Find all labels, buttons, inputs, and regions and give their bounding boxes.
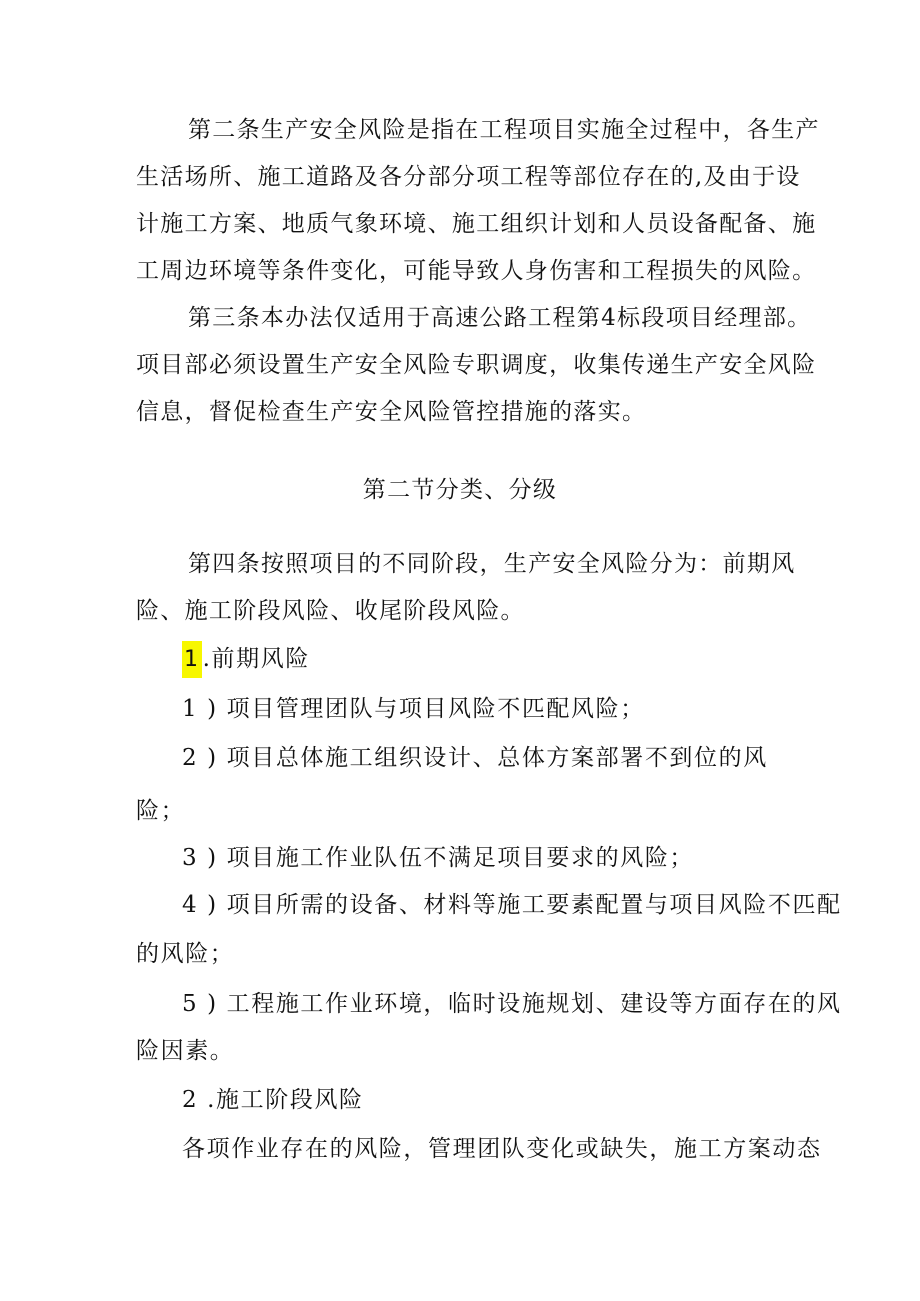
sub-item-2-line-2: 险； <box>136 798 186 824</box>
section-heading: 第二节分类、分级 <box>362 477 558 503</box>
article-4-line-1: 第四条按照项目的不同阶段，生产安全风险分为：前期风 <box>188 551 796 577</box>
item-2-heading: 2 .施工阶段风险 <box>182 1087 364 1113</box>
article-4-line-2: 险、施工阶段风险、收尾阶段风险。 <box>136 598 525 624</box>
article-2-line-3: 计施工方案、地质气象环境、施工组织计划和人员设备配备、施 <box>136 211 817 237</box>
paragraph-construction-risk: 各项作业存在的风险，管理团队变化或缺失，施工方案动态 <box>182 1136 822 1162</box>
sub-item-4-line-2: 的风险； <box>136 941 235 967</box>
article-2-line-1: 第二条生产安全风险是指在工程项目实施全过程中，各生产 <box>188 117 820 143</box>
sub-item-1: 1 ) 项目管理团队与项目风险不匹配风险； <box>182 696 645 722</box>
article-2-line-2: 生活场所、施工道路及各分部分项工程等部位存在的,及由于设 <box>136 164 801 190</box>
article-3-line-3: 信息，督促检查生产安全风险管控措施的落实。 <box>136 399 647 425</box>
sub-item-3: 3 ) 项目施工作业队伍不满足项目要求的风险； <box>182 845 695 871</box>
item-1-heading <box>182 643 310 676</box>
sub-item-5-line-1: 5 ) 工程施工作业环境，临时设施规划、建设等方面存在的风 <box>182 991 842 1017</box>
item-1-title: .前期风险 <box>202 646 310 672</box>
sub-item-2-line-1: 2 ) 项目总体施工组织设计、总体方案部署不到位的风 <box>182 745 768 771</box>
sub-item-5-line-2: 险因素。 <box>136 1038 235 1064</box>
sub-item-4-line-1: 4 ) 项目所需的设备、材料等施工要素配置与项目风险不匹配 <box>182 892 842 918</box>
article-3-line-2: 项目部必须设置生产安全风险专职调度，收集传递生产安全风险 <box>136 352 817 378</box>
article-3-line-1: 第三条本办法仅适用于高速公路工程第4标段项目经理部。 <box>188 305 812 331</box>
highlighted-number: 1 <box>182 641 202 678</box>
article-2-line-4: 工周边环境等条件变化，可能导致人身伤害和工程损失的风险。 <box>136 258 817 284</box>
